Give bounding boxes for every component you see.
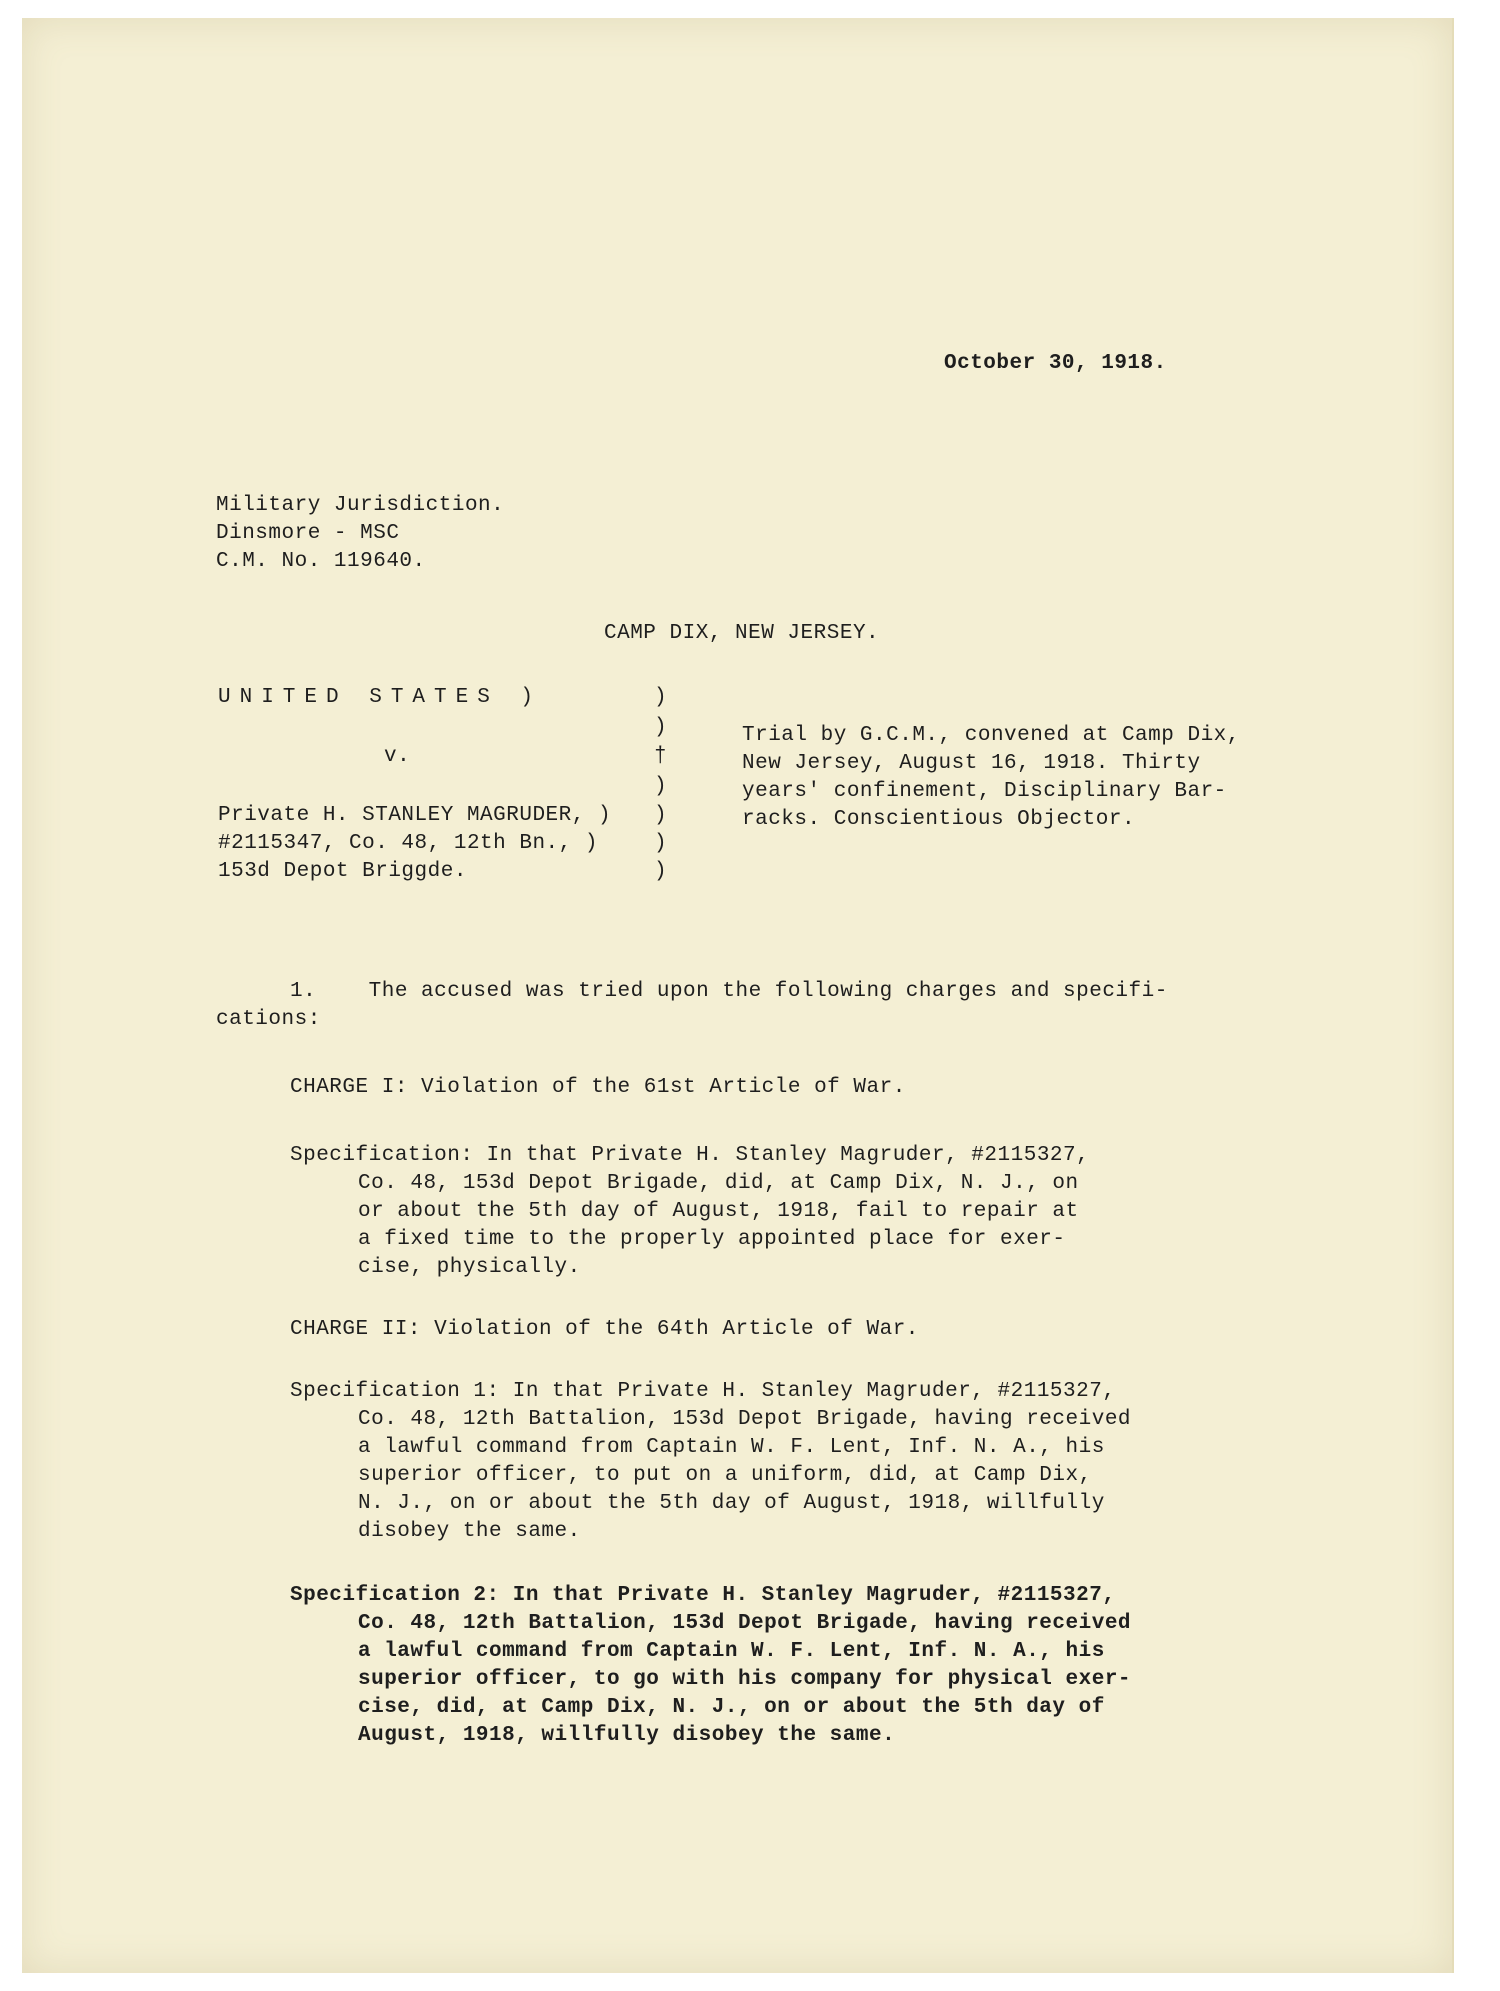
case-number-line: C.M. No. 119640.	[216, 550, 426, 573]
charge-2-spec1-line2: Co. 48, 12th Battalion, 153d Depot Brigade, having received	[358, 1408, 1132, 1431]
caption-accused-line3: 153d Depot Briggde.	[218, 860, 467, 883]
document-date: October 30, 1918.	[944, 352, 1167, 375]
caption-bracket: )	[654, 716, 668, 739]
caption-bracket: †	[654, 745, 668, 768]
intro-paragraph-line1: 1. The accused was tried upon the following charges and specifi-	[290, 980, 1168, 1003]
caption-bracket: )	[654, 832, 668, 855]
caption-bracket: )	[654, 860, 668, 883]
charge-2-spec1-line6: disobey the same.	[358, 1520, 581, 1543]
caption-bracket: )	[654, 686, 668, 709]
jurisdiction-line: Military Jurisdiction.	[216, 494, 505, 517]
charge-1-spec-line1: Specification: In that Private H. Stanley Magruder, #2115327,	[290, 1144, 1090, 1167]
charge-1-spec-line3: or about the 5th day of August, 1918, fail to repair at	[358, 1200, 1079, 1223]
charge-2-spec2-line4: superior officer, to go with his company for physical exer-	[358, 1668, 1132, 1691]
trial-summary-line1: Trial by G.C.M., convened at Camp Dix,	[742, 724, 1240, 747]
charge-1-heading: CHARGE I: Violation of the 61st Article of War.	[290, 1076, 906, 1099]
charge-2-spec1-line1: Specification 1: In that Private H. Stanley Magruder, #2115327,	[290, 1380, 1116, 1403]
charge-2-heading: CHARGE II: Violation of the 64th Article of War.	[290, 1318, 919, 1341]
caption-accused-line1: Private H. STANLEY MAGRUDER, )	[218, 804, 612, 827]
intro-paragraph-line2: cations:	[216, 1008, 321, 1031]
charge-2-spec1-line3: a lawful command from Captain W. F. Lent, Inf. N. A., his	[358, 1436, 1105, 1459]
charge-2-spec1-line5: N. J., on or about the 5th day of August, 1918, willfully	[358, 1492, 1105, 1515]
charge-2-spec2-line1: Specification 2: In that Private H. Stanley Magruder, #2115327,	[290, 1584, 1116, 1607]
trial-summary-line3: years' confinement, Disciplinary Bar-	[742, 780, 1227, 803]
charge-1-spec-line4: a fixed time to the properly appointed place for exer-	[358, 1228, 1066, 1251]
charge-2-spec2-line6: August, 1918, willfully disobey the same.	[358, 1724, 896, 1747]
charge-2-spec2-line5: cise, did, at Camp Dix, N. J., on or about the 5th day of	[358, 1696, 1105, 1719]
trial-summary-line4: racks. Conscientious Objector.	[742, 808, 1136, 831]
caption-bracket: )	[654, 804, 668, 827]
charge-2-spec2-line3: a lawful command from Captain W. F. Lent, Inf. N. A., his	[358, 1640, 1105, 1663]
trial-summary-line2: New Jersey, August 16, 1918. Thirty	[742, 752, 1201, 775]
caption-versus: v.	[384, 745, 411, 768]
caption-plaintiff: UNITED STATES )	[218, 686, 543, 709]
case-name-line: Dinsmore - MSC	[216, 522, 400, 545]
charge-2-spec2-line2: Co. 48, 12th Battalion, 153d Depot Brigade, having received	[358, 1612, 1132, 1635]
location-heading: CAMP DIX, NEW JERSEY.	[604, 622, 880, 645]
charge-1-spec-line5: cise, physically.	[358, 1256, 581, 1279]
document-page	[22, 18, 1454, 1973]
caption-accused-line2: #2115347, Co. 48, 12th Bn., )	[218, 832, 598, 855]
charge-2-spec1-line4: superior officer, to put on a uniform, did, at Camp Dix,	[358, 1464, 1092, 1487]
charge-1-spec-line2: Co. 48, 153d Depot Brigade, did, at Camp Dix, N. J., on	[358, 1172, 1079, 1195]
caption-bracket: )	[654, 775, 668, 798]
